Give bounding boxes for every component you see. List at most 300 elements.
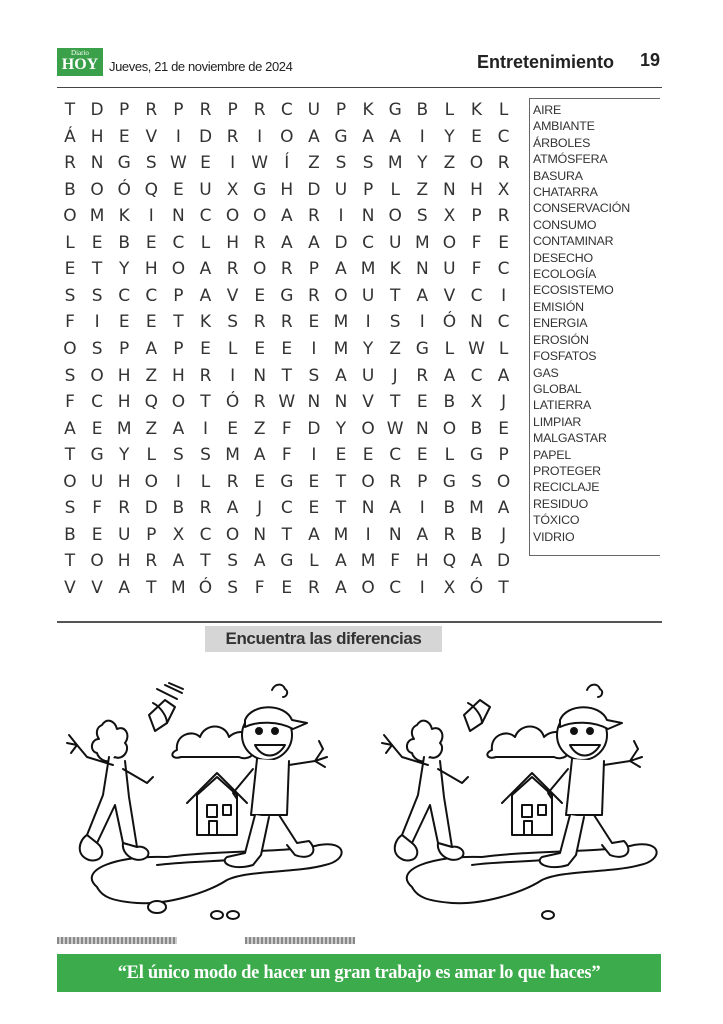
grid-letter: N — [334, 392, 348, 413]
grid-letter: I — [311, 445, 317, 466]
grid-letter: Y — [444, 126, 455, 147]
grid-letter: O — [63, 338, 77, 359]
grid-letter: Z — [145, 365, 158, 386]
grid-letter: E — [471, 126, 482, 147]
grid-letter: T — [281, 365, 292, 386]
grid-letter: S — [91, 338, 103, 359]
grid-letter: O — [225, 206, 240, 227]
grid-letter: T — [173, 312, 184, 333]
grid-letter: T — [335, 471, 347, 492]
grid-letter: A — [308, 524, 320, 545]
grid-letter: C — [280, 100, 293, 120]
grid-letter: E — [118, 126, 130, 147]
grid-letter: P — [227, 100, 238, 120]
grid-letter: E — [200, 153, 211, 174]
grid-letter: G — [469, 445, 484, 466]
grid-letter: A — [416, 524, 429, 545]
grid-letter: P — [335, 100, 347, 120]
grid-letter: N — [361, 206, 375, 227]
grid-letter: F — [471, 232, 482, 253]
grid-letter: E — [281, 577, 293, 598]
grid-letter: G — [90, 445, 104, 466]
grid-letter: C — [118, 285, 131, 306]
grid-letter: E — [145, 232, 157, 253]
grid-letter: R — [253, 100, 266, 120]
grid-letter: X — [443, 206, 456, 227]
grid-letter: A — [145, 338, 158, 359]
grid-letter: D — [307, 418, 321, 439]
grid-letter: E — [64, 259, 76, 280]
grid-letter: N — [361, 498, 375, 519]
grid-letter: P — [417, 471, 428, 492]
grid-letter: P — [173, 285, 184, 306]
word-list-item: MALGASTAR — [533, 431, 607, 446]
grid-letter: S — [91, 285, 103, 306]
grid-letter: N — [443, 179, 456, 200]
page-header — [57, 46, 662, 86]
grid-letter: Z — [308, 153, 320, 174]
grid-letter: T — [146, 577, 157, 598]
grid-letter: F — [92, 498, 102, 519]
grid-letter: K — [470, 100, 483, 120]
grid-letter: A — [443, 365, 456, 386]
grid-letter: E — [254, 285, 266, 306]
grid-letter: O — [63, 471, 77, 492]
grid-letter: B — [64, 179, 76, 200]
word-list-box — [529, 98, 660, 556]
grid-letter: E — [281, 338, 293, 359]
grid-letter: O — [496, 471, 511, 492]
grid-letter: A — [280, 206, 293, 227]
grid-letter: T — [200, 392, 211, 413]
grid-letter: U — [90, 471, 104, 492]
grid-letter: I — [419, 312, 425, 333]
grid-letter: A — [308, 232, 320, 253]
grid-letter: O — [252, 206, 267, 227]
grid-letter: R — [226, 259, 239, 280]
grid-letter: N — [172, 206, 185, 227]
grid-letter: R — [199, 365, 212, 386]
grid-letter: D — [90, 100, 104, 120]
grid-letter: R — [280, 259, 293, 280]
grid-letter: O — [361, 471, 375, 492]
grid-letter: E — [308, 312, 320, 333]
word-list-item: EMISIÓN — [533, 299, 584, 314]
grid-letter: Z — [253, 418, 266, 439]
page-number: 19 — [639, 50, 660, 70]
grid-letter: Ó — [469, 577, 484, 598]
grid-letter: T — [200, 551, 211, 572]
grid-letter: G — [280, 471, 294, 492]
issue-date: Jueves, 21 de noviembre de 2024 — [109, 59, 293, 74]
word-list-item: PAPEL — [533, 447, 572, 462]
header-divider — [57, 87, 662, 88]
grid-letter: H — [470, 179, 483, 200]
grid-letter: I — [175, 471, 181, 492]
grid-letter: M — [333, 312, 349, 333]
grid-letter: T — [498, 577, 509, 598]
grid-letter: C — [389, 577, 402, 598]
word-list-item: BASURA — [533, 168, 583, 183]
grid-letter: T — [64, 445, 76, 466]
grid-letter: T — [91, 259, 103, 280]
word-list-item: CONTAMINAR — [533, 234, 614, 249]
grid-letter: H — [117, 551, 131, 572]
grid-letter: O — [171, 259, 186, 280]
grid-letter: G — [442, 471, 456, 492]
grid-letter: O — [225, 524, 240, 545]
grid-letter: G — [253, 179, 267, 200]
grid-letter: W — [386, 418, 404, 439]
grid-letter: R — [145, 551, 158, 572]
grid-letter: U — [307, 100, 321, 120]
word-list-item: RECICLAJE — [533, 480, 600, 495]
grid-letter: N — [253, 365, 267, 386]
grid-letter: C — [470, 365, 483, 386]
grid-letter: E — [498, 232, 509, 253]
grid-letter: A — [335, 259, 347, 280]
grid-letter: I — [365, 312, 371, 333]
grid-letter: F — [281, 418, 292, 439]
grid-letter: Í — [284, 153, 290, 174]
grid-letter: F — [65, 312, 75, 333]
grid-letter: L — [444, 445, 455, 466]
grid-letter: A — [226, 498, 239, 519]
grid-letter: L — [444, 338, 455, 359]
grid-letter: C — [199, 524, 212, 545]
grid-letter: J — [501, 524, 507, 545]
grid-letter: M — [116, 418, 132, 439]
grid-letter: U — [117, 524, 131, 545]
word-list-item: CHATARRA — [533, 185, 598, 200]
grid-letter: C — [362, 232, 375, 253]
word-list-item: PROTEGER — [533, 463, 601, 478]
grid-letter: Y — [417, 153, 428, 174]
grid-letter: K — [118, 206, 130, 227]
grid-letter: L — [309, 551, 319, 572]
grid-letter: F — [390, 551, 401, 572]
grid-letter: A — [335, 577, 347, 598]
word-list-item: FOSFATOS — [533, 349, 597, 364]
quote-banner: “El único modo de hacer un gran trabajo es amar lo que haces” — [57, 954, 661, 992]
grid-letter: D — [497, 551, 511, 572]
grid-letter: U — [361, 285, 375, 306]
grid-letter: A — [470, 551, 483, 572]
grid-letter: A — [308, 126, 320, 147]
word-list-item: CONSERVACIÓN — [533, 201, 630, 216]
grid-letter: G — [415, 338, 429, 359]
grid-letter: E — [335, 445, 347, 466]
grid-letter: U — [443, 259, 456, 280]
grid-letter: M — [414, 232, 430, 253]
grid-letter: W — [251, 153, 269, 174]
grid-letter: B — [443, 498, 456, 519]
grid-letter: R — [253, 312, 266, 333]
grid-letter: E — [362, 445, 374, 466]
grid-letter: M — [360, 551, 376, 572]
grid-letter: R — [118, 498, 131, 519]
grid-letter: A — [389, 498, 401, 519]
grid-letter: U — [388, 232, 402, 253]
grid-letter: Z — [389, 338, 402, 359]
grid-letter: A — [280, 232, 293, 253]
grid-letter: S — [471, 471, 482, 492]
grid-letter: C — [389, 445, 402, 466]
grid-letter: H — [415, 551, 429, 572]
grid-letter: O — [171, 392, 186, 413]
grid-letter: X — [226, 179, 239, 200]
grid-letter: M — [469, 498, 484, 519]
grid-letter: G — [388, 100, 402, 120]
word-list-item: ECOLOGÍA — [533, 267, 597, 282]
grid-letter: W — [278, 392, 296, 413]
grid-letter: R — [253, 392, 266, 413]
print-strip-right — [245, 937, 355, 944]
section-divider — [57, 621, 662, 623]
grid-letter: P — [471, 206, 482, 227]
grid-letter: I — [94, 312, 100, 333]
grid-letter: J — [392, 365, 398, 386]
grid-letter: C — [199, 206, 212, 227]
grid-letter: H — [226, 232, 239, 253]
grid-letter: B — [470, 524, 483, 545]
grid-letter: T — [335, 498, 347, 519]
grid-letter: A — [118, 577, 130, 598]
grid-letter: L — [200, 471, 211, 492]
grid-letter: V — [362, 392, 374, 413]
grid-letter: O — [361, 577, 375, 598]
grid-letter: P — [308, 259, 320, 280]
grid-letter: C — [470, 285, 483, 306]
grid-letter: Á — [64, 126, 76, 147]
grid-letter: S — [172, 445, 184, 466]
word-list-item: TÓXICO — [533, 513, 580, 528]
grid-letter: E — [145, 312, 157, 333]
grid-letter: W — [169, 153, 187, 174]
grid-letter: Ó — [442, 312, 457, 333]
section-title: Entretenimiento — [476, 52, 614, 72]
grid-letter: R — [307, 577, 320, 598]
grid-letter: A — [199, 285, 212, 306]
grid-letter: M — [171, 577, 186, 598]
grid-letter: S — [308, 365, 320, 386]
grid-letter: P — [498, 445, 509, 466]
grid-letter: K — [362, 100, 374, 120]
grid-letter: L — [146, 445, 157, 466]
logo-main-text: HOY — [61, 56, 99, 73]
grid-letter: Ó — [117, 179, 131, 200]
grid-letter: R — [280, 312, 293, 333]
grid-letter: M — [89, 206, 105, 227]
grid-letter: A — [362, 126, 374, 147]
grid-letter: T — [389, 392, 401, 413]
grid-letter: X — [172, 524, 185, 545]
grid-letter: R — [64, 153, 76, 174]
grid-letter: A — [172, 551, 185, 572]
grid-letter: S — [227, 312, 238, 333]
grid-letter: G — [280, 551, 294, 572]
grid-letter: F — [281, 445, 292, 466]
grid-letter: H — [117, 365, 131, 386]
grid-letter: E — [254, 471, 266, 492]
grid-letter: A — [64, 418, 76, 439]
grid-letter: R — [497, 153, 510, 174]
differences-title: Encuentra las diferencias — [205, 626, 442, 652]
word-list-item: LATIERRA — [533, 398, 592, 413]
grid-letter: R — [199, 498, 212, 519]
grid-letter: L — [200, 232, 211, 253]
grid-letter: P — [146, 524, 157, 545]
grid-letter: O — [469, 153, 484, 174]
grid-letter: A — [199, 259, 212, 280]
grid-letter: A — [253, 551, 266, 572]
grid-letter: C — [145, 285, 158, 306]
grid-letter: U — [334, 179, 348, 200]
grid-letter: Z — [145, 418, 158, 439]
grid-letter: S — [64, 285, 76, 306]
grid-letter: T — [389, 285, 401, 306]
grid-letter: H — [171, 365, 185, 386]
grid-letter: E — [416, 445, 428, 466]
grid-letter: O — [334, 285, 348, 306]
grid-letter: Y — [118, 259, 130, 280]
word-list-item: DESECHO — [533, 250, 593, 265]
grid-letter: J — [501, 392, 507, 413]
grid-letter: O — [280, 126, 294, 147]
grid-letter: N — [90, 153, 104, 174]
grid-letter: N — [388, 524, 402, 545]
grid-letter: S — [227, 577, 238, 598]
grid-letter: P — [362, 179, 374, 200]
word-list-item: AMBIANTE — [533, 119, 595, 134]
grid-letter: E — [118, 312, 130, 333]
grid-letter: A — [389, 126, 401, 147]
grid-letter: E — [227, 418, 238, 439]
grid-letter: Y — [335, 418, 347, 439]
grid-letter: V — [145, 126, 158, 147]
grid-letter: H — [144, 259, 158, 280]
grid-letter: Y — [362, 338, 374, 359]
grid-letter: A — [497, 498, 510, 519]
word-list-item: GLOBAL — [533, 381, 582, 396]
grid-letter: O — [252, 259, 267, 280]
grid-letter: F — [65, 392, 75, 413]
grid-letter: Q — [144, 392, 158, 413]
grid-letter: Ó — [225, 392, 240, 413]
grid-letter: B — [416, 100, 429, 120]
grid-letter: C — [497, 259, 510, 280]
grid-letter: E — [200, 338, 211, 359]
grid-letter: O — [361, 418, 375, 439]
word-list-item: ECOSISTEMO — [533, 283, 614, 298]
grid-letter: I — [148, 206, 154, 227]
grid-letter: A — [253, 445, 266, 466]
grid-letter: E — [173, 179, 184, 200]
grid-letter: S — [200, 445, 211, 466]
grid-letter: I — [202, 418, 208, 439]
grid-letter: E — [91, 232, 103, 253]
grid-letter: P — [173, 100, 184, 120]
grid-letter: I — [338, 206, 344, 227]
grid-letter: I — [230, 153, 236, 174]
grid-letter: R — [497, 206, 510, 227]
grid-letter: V — [64, 577, 76, 598]
grid-letter: I — [419, 577, 425, 598]
grid-letter: O — [442, 418, 457, 439]
grid-letter: L — [498, 100, 509, 120]
grid-letter: P — [119, 338, 130, 359]
grid-letter: I — [230, 365, 236, 386]
grid-letter: S — [145, 153, 157, 174]
grid-letter: I — [419, 498, 425, 519]
grid-letter: S — [416, 206, 428, 227]
grid-letter: D — [334, 232, 348, 253]
grid-letter: H — [117, 392, 131, 413]
grid-letter: V — [226, 285, 239, 306]
grid-letter: C — [497, 312, 510, 333]
grid-letter: F — [254, 577, 265, 598]
grid-letter: T — [64, 100, 76, 120]
grid-letter: D — [198, 126, 213, 147]
grid-letter: M — [333, 338, 349, 359]
grid-letter: F — [471, 259, 482, 280]
grid-letter: D — [307, 179, 321, 200]
grid-letter: N — [415, 418, 429, 439]
grid-letter: B — [64, 524, 76, 545]
grid-letter: C — [497, 126, 510, 147]
grid-letter: C — [172, 232, 185, 253]
word-list-item: EROSIÓN — [533, 332, 589, 347]
grid-letter: R — [307, 285, 320, 306]
grid-letter: O — [442, 232, 457, 253]
grid-letter: O — [63, 206, 77, 227]
grid-letter: M — [387, 153, 403, 174]
grid-letter: A — [416, 285, 429, 306]
grid-letter: H — [280, 179, 294, 200]
grid-letter: O — [388, 206, 402, 227]
grid-letter: K — [389, 259, 401, 280]
grid-letter: K — [199, 312, 212, 333]
grid-letter: R — [226, 471, 239, 492]
grid-letter: Z — [443, 153, 456, 174]
grid-letter: N — [415, 259, 429, 280]
grid-letter: E — [416, 392, 428, 413]
grid-letter: Y — [118, 445, 130, 466]
grid-letter: Q — [442, 551, 457, 572]
grid-letter: R — [145, 100, 158, 120]
grid-letter: X — [470, 392, 483, 413]
grid-letter: R — [443, 524, 456, 545]
word-list-item: ATMÓSFERA — [533, 152, 608, 167]
grid-letter: A — [335, 551, 347, 572]
grid-letter: Z — [416, 179, 429, 200]
grid-letter: E — [498, 418, 509, 439]
grid-letter: M — [333, 524, 349, 545]
grid-letter: D — [144, 498, 158, 519]
grid-letter: N — [470, 312, 483, 333]
print-strip-left — [57, 937, 177, 944]
grid-letter: B — [443, 392, 456, 413]
grid-letter: A — [497, 365, 510, 386]
grid-letter: L — [498, 338, 509, 359]
grid-letter: M — [360, 259, 376, 280]
grid-letter: N — [253, 524, 267, 545]
word-list-item: ÁRBOLES — [533, 135, 591, 150]
grid-letter: A — [335, 365, 347, 386]
grid-letter: S — [362, 153, 374, 174]
grid-letter: B — [470, 418, 483, 439]
grid-letter: X — [443, 577, 456, 598]
